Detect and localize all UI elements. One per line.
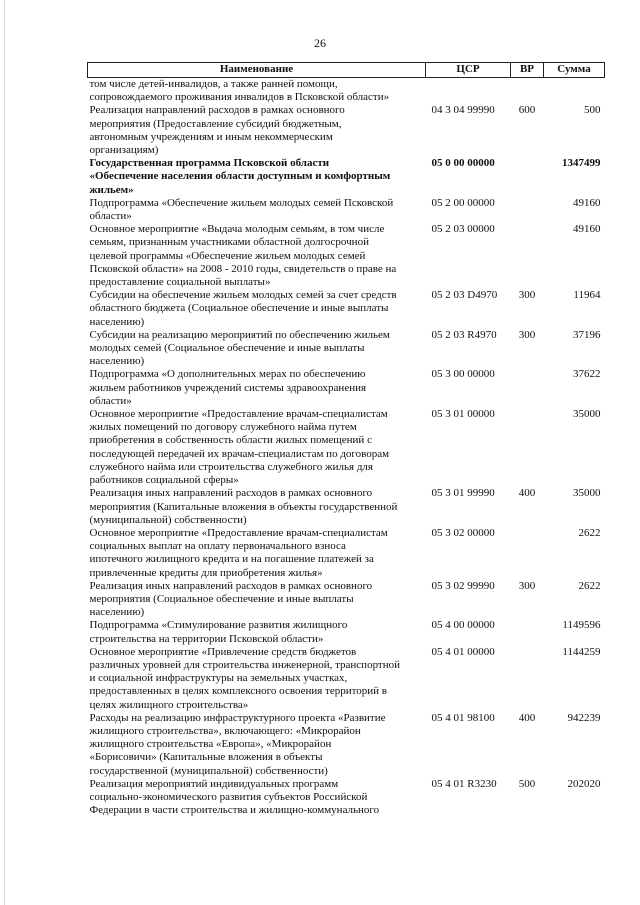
cell-sum: 49160 [573, 196, 601, 209]
scan-edge-line [4, 0, 5, 905]
cell-csr: 05 4 00 00000 [431, 619, 495, 632]
cell-vr: 300 [518, 579, 536, 592]
header-sum: Сумма [544, 63, 605, 78]
cell-sum: 2622 [578, 579, 601, 592]
cell-sum: 1144259 [562, 645, 601, 658]
cell-csr: 05 3 02 99990 [431, 579, 495, 592]
cell-csr: 04 3 04 99990 [431, 104, 495, 117]
cell-name: Основное мероприятие «Привлечение средств бюджетов различных уровней для строительства инженерной, транспортной и социальной инфраструктуры на земельных участках, предоставленных в целях комплексного освоения территорий в целях жилищного строительства» [89, 645, 401, 711]
cell-sum: 37622 [573, 368, 601, 381]
cell-csr: 05 3 01 99990 [431, 487, 495, 500]
table-row [88, 104, 605, 157]
table-row [88, 487, 605, 527]
table-row [88, 619, 605, 645]
cell-name: том числе детей-инвалидов, а также ранней помощи, сопровождаемого проживания инвалидов в Псковской области» [89, 78, 390, 104]
cell-csr: 05 3 01 00000 [431, 408, 495, 421]
cell-name: Основное мероприятие «Выдача молодым семьям, в том числе семьям, признанным участниками областной долгосрочной целевой программы «Обеспечение жильем молодых семей Псковской области» на 2008 - 2010 годы, свидетельств о праве на предоставление социальной выплаты» [89, 223, 397, 289]
cell-sum: 1347499 [562, 157, 601, 170]
table-row [88, 712, 605, 778]
cell-name: Государственная программа Псковской области «Обеспечение населения области доступным и комфортным жильем» [89, 157, 391, 196]
table-row [88, 408, 605, 487]
table-row [88, 329, 605, 369]
cell-csr: 05 2 03 R4970 [431, 328, 497, 341]
cell-vr [511, 157, 544, 197]
cell-sum: 1149596 [562, 619, 601, 632]
cell-name: Подпрограмма «Обеспечение жильем молодых семей Псковской области» [89, 196, 394, 223]
cell-vr [511, 527, 544, 580]
cell-sum: 11964 [573, 289, 601, 302]
cell-vr: 300 [518, 328, 536, 341]
cell-csr: 05 3 00 00000 [431, 368, 495, 381]
cell-vr [511, 619, 544, 645]
page-number: 26 [314, 36, 326, 50]
cell-sum: 35000 [573, 408, 601, 421]
cell-name: Подпрограмма «О дополнительных мерах по обеспечению жильем работников учреждений системы здравоохранения области» [89, 368, 367, 407]
cell-vr: 400 [518, 711, 536, 724]
cell-csr: 05 0 00 00000 [431, 157, 495, 170]
cell-vr [511, 78, 544, 105]
cell-sum: 35000 [573, 487, 601, 500]
cell-csr: 05 4 01 98100 [431, 711, 495, 724]
cell-name: Расходы на реализацию инфраструктурного проекта «Развитие жилищного строительства», включающего: «Микрорайон жилищного строительства «Европа», «Микрорайон «Борисовичи» (Капитальные вложения в объекты государственной (муниципальной) собственности) [89, 711, 386, 777]
cell-name: Реализация иных направлений расходов в рамках основного мероприятия (Социальное обеспечение и иные выплаты населению) [89, 579, 373, 619]
table-row [88, 78, 605, 105]
cell-name: Реализация направлений расходов в рамках основного мероприятия (Предоставление субсидий бюджетным, автономным учреждениям и иным некоммерческим организациям) [89, 104, 345, 157]
header-name: Наименование [88, 63, 426, 78]
table-row [88, 223, 605, 289]
cell-name: Субсидии на реализацию мероприятий по обеспечению жильем молодых семей (Социальное обеспечение и иные выплаты населению) [89, 328, 390, 368]
cell-name: Субсидии на обеспечение жильем молодых семей за счет средств областного бюджета (Социальное обеспечение и иные выплаты населению) [89, 289, 397, 328]
cell-name: Подпрограмма «Стимулирование развития жилищного строительства на территории Псковской области» [89, 619, 348, 645]
header-csr: ЦСР [426, 63, 511, 78]
table-body [88, 78, 605, 818]
cell-vr: 600 [518, 104, 536, 117]
table-row [88, 289, 605, 329]
table-row [88, 646, 605, 712]
cell-csr: 05 4 01 00000 [431, 645, 495, 658]
table-row [88, 368, 605, 408]
cell-vr: 400 [518, 487, 536, 500]
cell-csr [426, 78, 511, 105]
cell-csr: 05 4 01 R3230 [431, 777, 497, 790]
cell-name: Реализация мероприятий индивидуальных программ социально-экономического развития субъектов Российской Федерации в части строительства и жилищно-коммунального [89, 777, 380, 817]
cell-csr: 05 2 03 00000 [431, 223, 495, 236]
cell-vr [511, 223, 544, 289]
cell-name: Реализация иных направлений расходов в рамках основного мероприятия (Капитальные вложения в объекты государственной (муниципальной) собственности) [89, 487, 398, 526]
cell-sum: 2622 [578, 526, 601, 539]
table-row [88, 778, 605, 818]
table-row [88, 527, 605, 580]
cell-name: Основное мероприятие «Предоставление врачам-специалистам жилых помещений по договору служебного найма путем приобретения в собственность области жилых помещений с последующей передачей их врачам-специалистам по договорам служебного найма или строительства служебного жилья для работников социальной сферы» [89, 408, 390, 487]
cell-name: Основное мероприятие «Предоставление врачам-специалистам социальных выплат на оплату первоначального взноса ипотечного жилищного кредита и на погашение платежей за привлеченные кредиты для приобретения жилья» [89, 526, 388, 579]
table-header-row [88, 63, 605, 78]
cell-sum: 942239 [567, 711, 601, 724]
cell-csr: 05 2 00 00000 [431, 196, 495, 209]
cell-sum [544, 78, 605, 105]
cell-csr: 05 2 03 D4970 [431, 289, 498, 302]
cell-sum: 500 [584, 104, 601, 117]
cell-vr [511, 197, 544, 223]
cell-vr [511, 408, 544, 487]
table-row [88, 580, 605, 620]
table-row [88, 197, 605, 223]
cell-vr [511, 646, 544, 712]
cell-sum: 202020 [567, 777, 601, 790]
budget-table [87, 62, 605, 817]
cell-vr: 500 [518, 777, 536, 790]
header-vr: ВР [511, 63, 544, 78]
table-row [88, 157, 605, 197]
cell-csr: 05 3 02 00000 [431, 526, 495, 539]
cell-vr: 300 [518, 289, 536, 302]
cell-sum: 49160 [573, 223, 601, 236]
cell-vr [511, 368, 544, 408]
cell-sum: 37196 [573, 328, 601, 341]
